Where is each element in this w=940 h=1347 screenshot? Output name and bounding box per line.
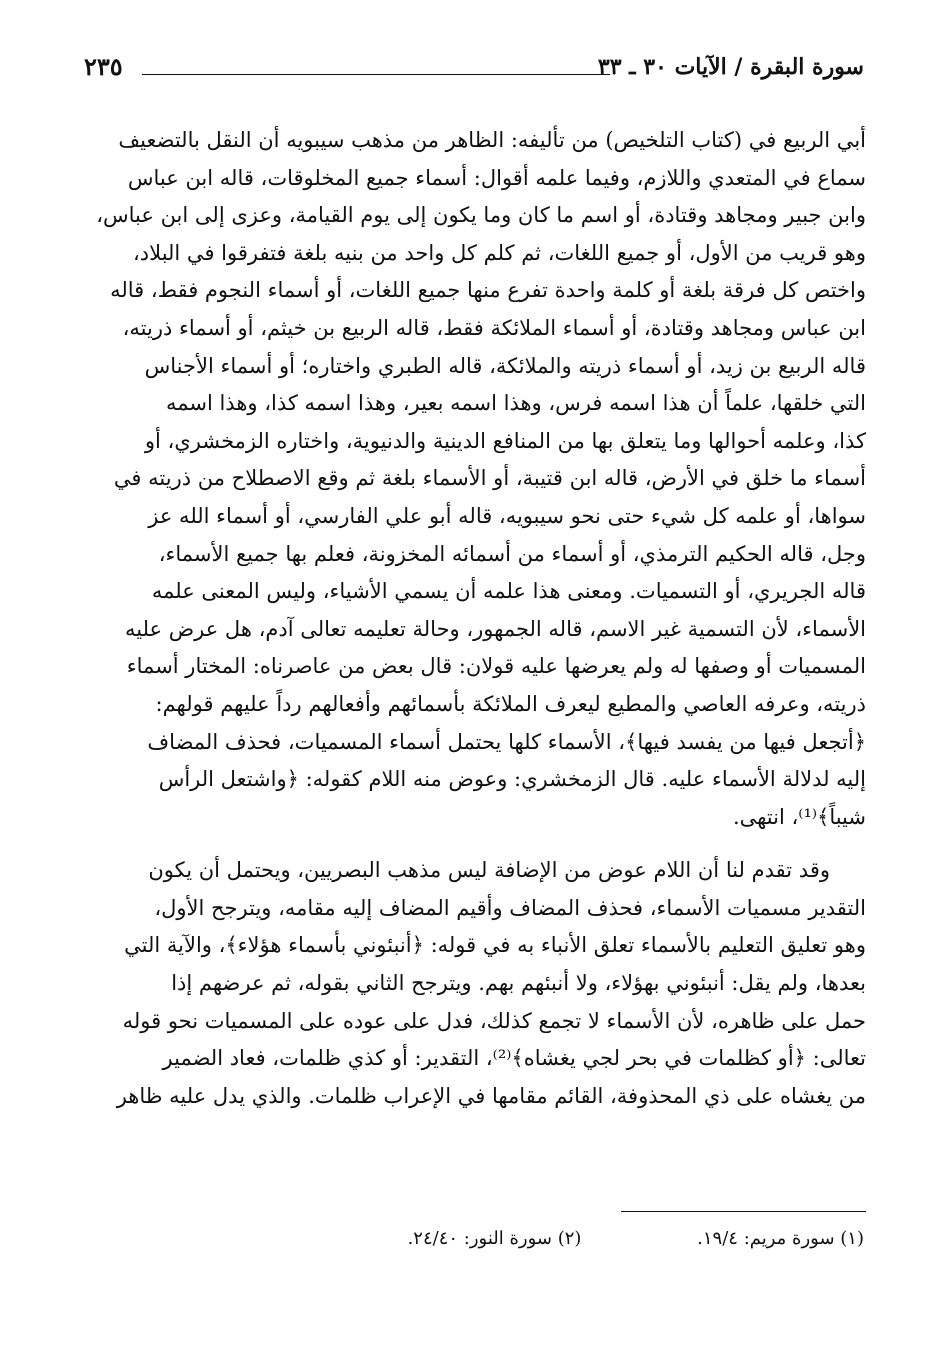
text-line: من يغشاه على ذي المحذوفة، القائم مقامها في الإعراب ظلمات. والذي يدل عليه ظاهر — [116, 1083, 866, 1108]
text-line: واختص كل فرقة بلغة أو كلمة واحدة تفرع منها جميع اللغات، أو أسماء النجوم فقط، قاله — [110, 278, 866, 303]
text-line: ابن عباس ومجاهد وقتادة، أو أسماء الملائكة فقط، قاله الربيع بن خيثم، أو أسماء ذريته، — [122, 315, 866, 340]
footnote-divider — [621, 1211, 866, 1212]
text-line: ﴿أتجعل فيها من يفسد فيها﴾، الأسماء كلها يحتمل أسماء المسميات، فحذف المضاف — [147, 729, 866, 754]
footnote-2: (٢) سورة النور: ٢٤/٤٠. — [407, 1228, 582, 1249]
text-line: تعالى: ﴿أو كظلمات في بحر لجي يغشاه﴾⁽²⁾، التقدير: أو كذي ظلمات، فعاد الضمير — [162, 1046, 866, 1071]
text-line: الأسماء، لأن التسمية غير الاسم، قاله الجمهور، وحالة تعليمه تعالى آدم، هل عرض عليه — [125, 616, 866, 641]
text-line: إليه لدلالة الأسماء عليه. قال الزمخشري: وعوض منه اللام كقوله: ﴿واشتعل الرأس — [158, 767, 866, 792]
header-divider — [142, 74, 610, 75]
text-line: قاله الربيع بن زيد، أو أسماء ذريته والملائكة، قاله الطبري واختاره؛ أو أسماء الأجناس — [144, 353, 866, 378]
text-line: سواها، أو علمه كل شيء حتى نحو سيبويه، قاله أبو علي الفارسي، أو أسماء الله عز — [148, 503, 866, 528]
text-line: وجل، قاله الحكيم الترمذي، أو أسماء من أسمائه المخزونة، فعلم بها جميع الأسماء، — [158, 541, 866, 566]
text-line: التقدير مسميات الأسماء، فحذف المضاف وأقيم المضاف إليه مقامه، ويترجح الأول، — [154, 895, 866, 920]
running-title: سورة البقرة / الآيات ٣٠ ـ ٣٣ — [597, 54, 864, 80]
text-line: سماع في المتعدي واللازم، وفيما علمه أقوال: أسماء جميع المخلوقات، قاله ابن عباس — [127, 165, 866, 190]
text-line: حمل على ظاهره، لأن الأسماء لا تجمع كذلك، فدل على عوده على المسميات نحو قوله — [122, 1008, 866, 1033]
text-line: وهو قريب من الأول، أو جميع اللغات، ثم كلم كل واحد من بنيه بلغة فتفرقوا في البلاد، — [133, 240, 866, 265]
text-line: وقد تقدم لنا أن اللام عوض من الإضافة ليس مذهب البصريين، ويحتمل أن يكون — [148, 858, 830, 883]
text-line: ذريته، وعرفه العاصي والمطيع ليعرف الملائكة بأسمائهم وأفعالهم رداً عليهم قولهم: — [155, 691, 866, 716]
main-text — [80, 122, 866, 1115]
text-line: كذا، وعلمه أحوالها وما يتعلق بها من المنافع الدينية والدنيوية، واختاره الزمخشري، أو — [144, 428, 866, 453]
footnote-1: (١) سورة مريم: ١٩/٤. — [697, 1228, 864, 1249]
text-line: المسميات أو وصفها له ولم يعرضها عليه قولان: قال بعض من عاصرناه: المختار أسماء — [126, 654, 866, 679]
text-line: وهو تعليق التعليم بالأسماء تعلق الأنباء به في قوله: ﴿أنبئوني بأسماء هؤلاء﴾، والآية التي — [124, 933, 866, 958]
text-line: التي خلقها، علماً أن هذا اسمه فرس، وهذا اسمه بعير، وهذا اسمه كذا، وهذا اسمه — [165, 391, 866, 416]
text-line: قاله الجريري، أو التسميات. ومعنى هذا علمه أن يسمي الأشياء، وليس المعنى علمه — [151, 579, 866, 604]
page-header — [84, 48, 864, 88]
text-line: أبي الربيع في (كتاب التلخيص) من تأليفه: الظاهر من مذهب سيبويه أن النقل بالتضعيف — [118, 128, 866, 152]
text-line: شيباً﴾⁽¹⁾، انتهى. — [732, 804, 866, 829]
text-line: بعدها، ولم يقل: أنبئوني بهؤلاء، ولا أنبئهم بهم. ويترجح الثاني بقوله، ثم عرضهم إذا — [171, 971, 866, 996]
page-number: ٢٣٥ — [84, 52, 123, 81]
paragraph-break — [80, 836, 866, 852]
footnotes — [298, 1228, 864, 1249]
text-line: وابن جبير ومجاهد وقتادة، أو اسم ما كان وما يكون إلى يوم القيامة، وعزى إلى ابن عباس، — [96, 203, 866, 228]
text-line: أسماء ما خلق في الأرض، قاله ابن قتيبة، أو الأسماء بلغة ثم وقع الاصطلاح من ذريته في — [113, 466, 866, 491]
